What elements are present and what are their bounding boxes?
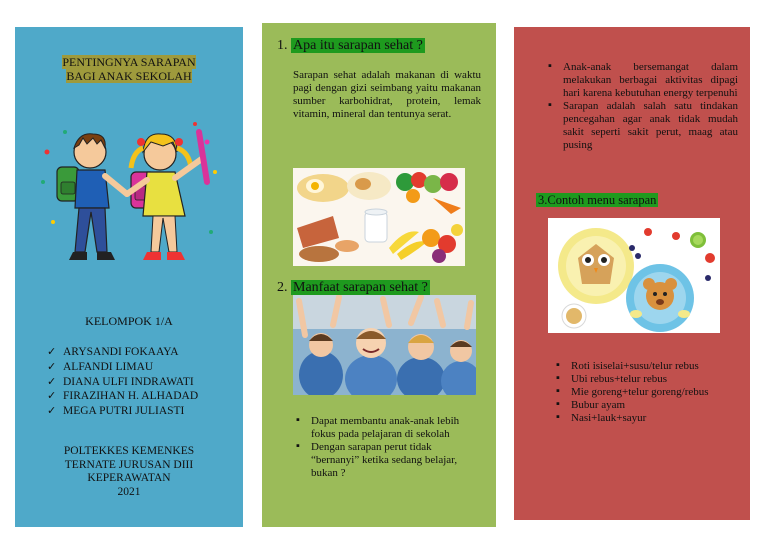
cover-panel — [15, 27, 243, 527]
menu-text: Mie goreng+telur goreng/rebus — [571, 386, 709, 398]
check-icon: ✓ — [47, 360, 57, 373]
bullet-icon: ▪ — [556, 372, 560, 384]
member-name: DIANA ULFI INDRAWATI — [63, 375, 194, 388]
menu-item — [554, 373, 750, 386]
heading-number: 1. — [277, 38, 288, 53]
square-bullet-icon: ▪ — [548, 60, 552, 72]
menu-list — [554, 360, 750, 425]
check-icon: ✓ — [47, 375, 57, 388]
title-line-2: BAGI ANAK SEKOLAH — [66, 69, 192, 83]
heading-text: Manfaat sarapan sehat ? — [293, 280, 428, 295]
benefit-continued-list — [546, 61, 738, 152]
benefit-item — [294, 415, 474, 441]
group-name: KELOMPOK 1/A — [85, 314, 173, 328]
menu-text: Bubur ayam — [571, 399, 626, 411]
menu-text: Ubi rebus+telur rebus — [571, 373, 668, 385]
benefit-item — [546, 61, 738, 100]
member-name: FIRAZIHAN H. ALHADAD — [63, 390, 199, 403]
definition-paragraph: Sarapan sehat adalah makanan di waktu pagi dengan gizi seimbang yaitu makanan sumber karbohidrat, protein, lemak vitamin, mineral dan tentunya serat. — [293, 69, 481, 120]
title-line-1: PENTINGNYA SARAPAN — [62, 55, 196, 69]
member-list — [47, 345, 237, 419]
member-item — [47, 375, 237, 390]
member-item — [47, 404, 237, 419]
member-item — [47, 360, 237, 375]
bullet-icon: ▪ — [296, 414, 300, 426]
school-kids-illustration — [35, 112, 225, 292]
member-name: ALFANDI LIMAU — [63, 360, 154, 373]
institution-line-2: TERNATE JURUSAN DIII — [64, 458, 194, 471]
benefit-text: Sarapan adalah salah satu tindakan pencegahan agar anak tidak mudah sakit seperti sakit perut, maag atau pusing — [563, 100, 738, 151]
heading-text: 3.Contoh menu sarapan — [538, 193, 657, 207]
square-bullet-icon: ▪ — [548, 99, 552, 111]
bullet-icon: ▪ — [556, 398, 560, 410]
info-panel — [262, 23, 496, 527]
healthy-food-image — [293, 168, 465, 266]
benefit-item — [546, 100, 738, 152]
heading-text: Apa itu sarapan sehat ? — [293, 38, 423, 53]
benefit-list — [294, 415, 474, 480]
bullet-icon: ▪ — [556, 385, 560, 397]
check-icon: ✓ — [47, 405, 57, 418]
benefit-text: Dapat membantu anak-anak lebih fokus pada pelajaran di sekolah — [311, 415, 460, 440]
menu-item — [554, 412, 750, 425]
member-name: ARYSANDI FOKAAYA — [63, 346, 179, 358]
member-name: MEGA PUTRI JULIASTI — [63, 405, 185, 418]
benefit-text: Dengan sarapan perut tidak “bernanyi” ketika sedang belajar, bukan ? — [311, 441, 458, 479]
menu-text: Roti isiselai+susu/telur rebus — [571, 360, 699, 372]
benefit-text: Anak-anak bersemangat dalam melakukan berbagai aktivitas dipagi hari karena kebutuhan energy terpenuhi — [563, 61, 738, 99]
menu-item — [554, 399, 750, 412]
heading-menu-examples — [536, 193, 658, 208]
menu-item — [554, 360, 750, 373]
check-icon: ✓ — [47, 346, 57, 358]
classroom-kids-photo — [293, 295, 476, 395]
heading-benefits — [277, 279, 430, 296]
bullet-icon: ▪ — [556, 411, 560, 423]
member-item — [47, 389, 237, 404]
check-icon: ✓ — [47, 390, 57, 403]
bullet-icon: ▪ — [296, 440, 300, 452]
brochure-title — [15, 55, 243, 83]
year: 2021 — [117, 485, 141, 498]
menu-item — [554, 386, 750, 399]
institution-line-1: POLTEKKES KEMENKES — [63, 445, 195, 457]
benefit-item — [294, 441, 474, 480]
kids-breakfast-image — [548, 218, 720, 333]
menu-panel — [514, 27, 750, 520]
institution — [27, 445, 231, 499]
heading-number: 2. — [277, 280, 288, 295]
menu-text: Nasi+lauk+sayur — [571, 412, 647, 424]
bullet-icon: ▪ — [556, 359, 560, 371]
heading-what-is — [277, 37, 425, 54]
institution-line-3: KEPERAWATAN — [87, 472, 171, 484]
member-item — [47, 345, 237, 360]
